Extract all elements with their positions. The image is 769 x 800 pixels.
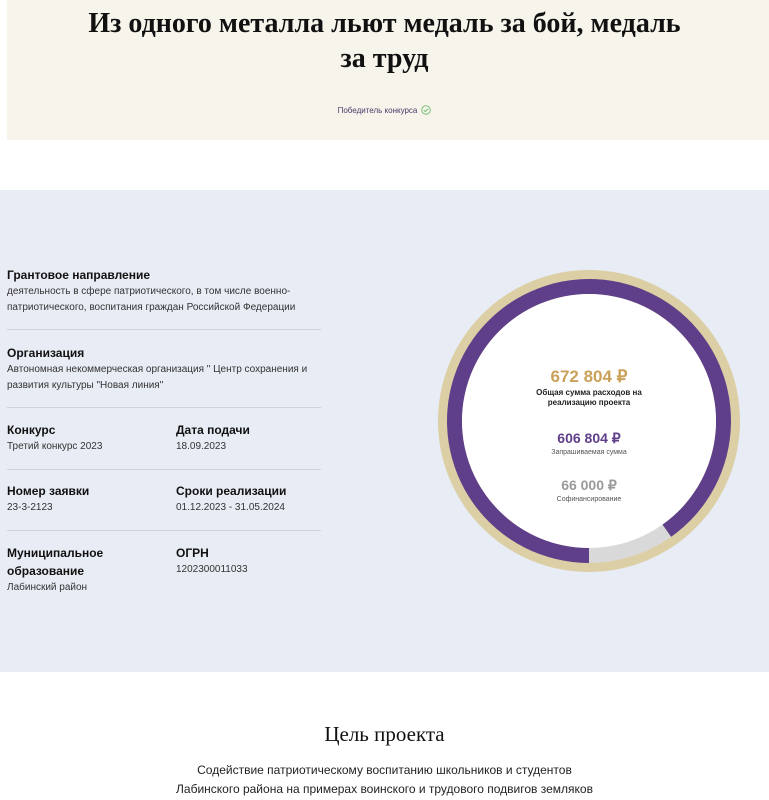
application-number-value: 23-3-2123: [7, 502, 53, 513]
organization-value-line2: развития культуры "Новая линия": [7, 380, 164, 391]
grant-direction: [7, 266, 295, 316]
budget-donut-chart: [438, 270, 740, 572]
total-amount-caption-line2: реализацию проекта: [547, 398, 631, 407]
contest-label: Конкурс: [7, 423, 56, 437]
cofinancing-amount-value: 66 000 ₽: [561, 477, 617, 493]
ogrn-value: 1202300011033: [176, 564, 248, 575]
project-details-section: [0, 190, 769, 672]
grant-direction-value-line2: патриотического, воспитания граждан Российской Федерации: [7, 302, 296, 313]
municipality-label-line1: Муниципальное: [7, 546, 104, 560]
project-title-line2: за труд: [340, 43, 429, 74]
goal-heading: Цель проекта: [324, 722, 445, 746]
municipality: [7, 544, 103, 596]
divider: [7, 530, 321, 531]
grant-direction-label: Грантовое направление: [7, 268, 151, 282]
ogrn: [176, 544, 248, 578]
cofinancing-amount: [438, 475, 740, 505]
organization-label: Организация: [7, 346, 85, 360]
municipality-label-line2: образование: [7, 564, 85, 578]
contest: [7, 421, 102, 455]
cofinancing-amount-caption: Софинансирование: [556, 496, 622, 503]
project-title-line1: Из одного металла льют медаль за бой, медаль: [88, 8, 681, 39]
submission-date-label: Дата подачи: [176, 423, 250, 437]
ogrn-label: ОГРН: [176, 546, 209, 560]
implementation-period: [176, 482, 286, 516]
goal-text-line2: Лабинского района на примерах воинского и трудового подвигов земляков: [176, 782, 593, 796]
grant-direction-value-line1: деятельность в сфере патриотического, в том числе военно-: [7, 286, 291, 297]
winner-label: Победитель конкурса: [337, 106, 418, 116]
submission-date-value: 18.09.2023: [176, 441, 227, 452]
total-amount-value: 672 804 ₽: [550, 367, 628, 386]
organization: [7, 344, 307, 394]
winner-badge: [0, 105, 769, 117]
divider: [7, 469, 321, 470]
contest-value: Третий конкурс 2023: [7, 441, 103, 452]
donut-center: [462, 294, 716, 548]
project-title: [0, 6, 769, 76]
goal-text-line1: Содействие патриотическому воспитанию школьников и студентов: [197, 763, 572, 777]
implementation-period-value: 01.12.2023 - 31.05.2024: [176, 502, 285, 513]
total-amount: [438, 366, 740, 408]
municipality-value: Лабинский район: [7, 582, 88, 593]
implementation-period-label: Сроки реализации: [176, 484, 287, 498]
application-number-label: Номер заявки: [7, 484, 90, 498]
application-number: [7, 482, 89, 516]
check-circle-icon: [421, 105, 431, 117]
total-amount-caption-line1: Общая сумма расходов на: [536, 388, 642, 397]
organization-value-line1: Автономная некоммерческая организация " Центр сохранения и: [7, 364, 308, 375]
requested-amount-caption: Запрашиваемая сумма: [551, 449, 627, 456]
divider: [7, 329, 321, 330]
goal-text: [0, 761, 769, 799]
requested-amount-value: 606 804 ₽: [557, 430, 621, 446]
submission-date: [176, 421, 250, 455]
divider: [7, 407, 321, 408]
requested-amount: [438, 428, 740, 458]
